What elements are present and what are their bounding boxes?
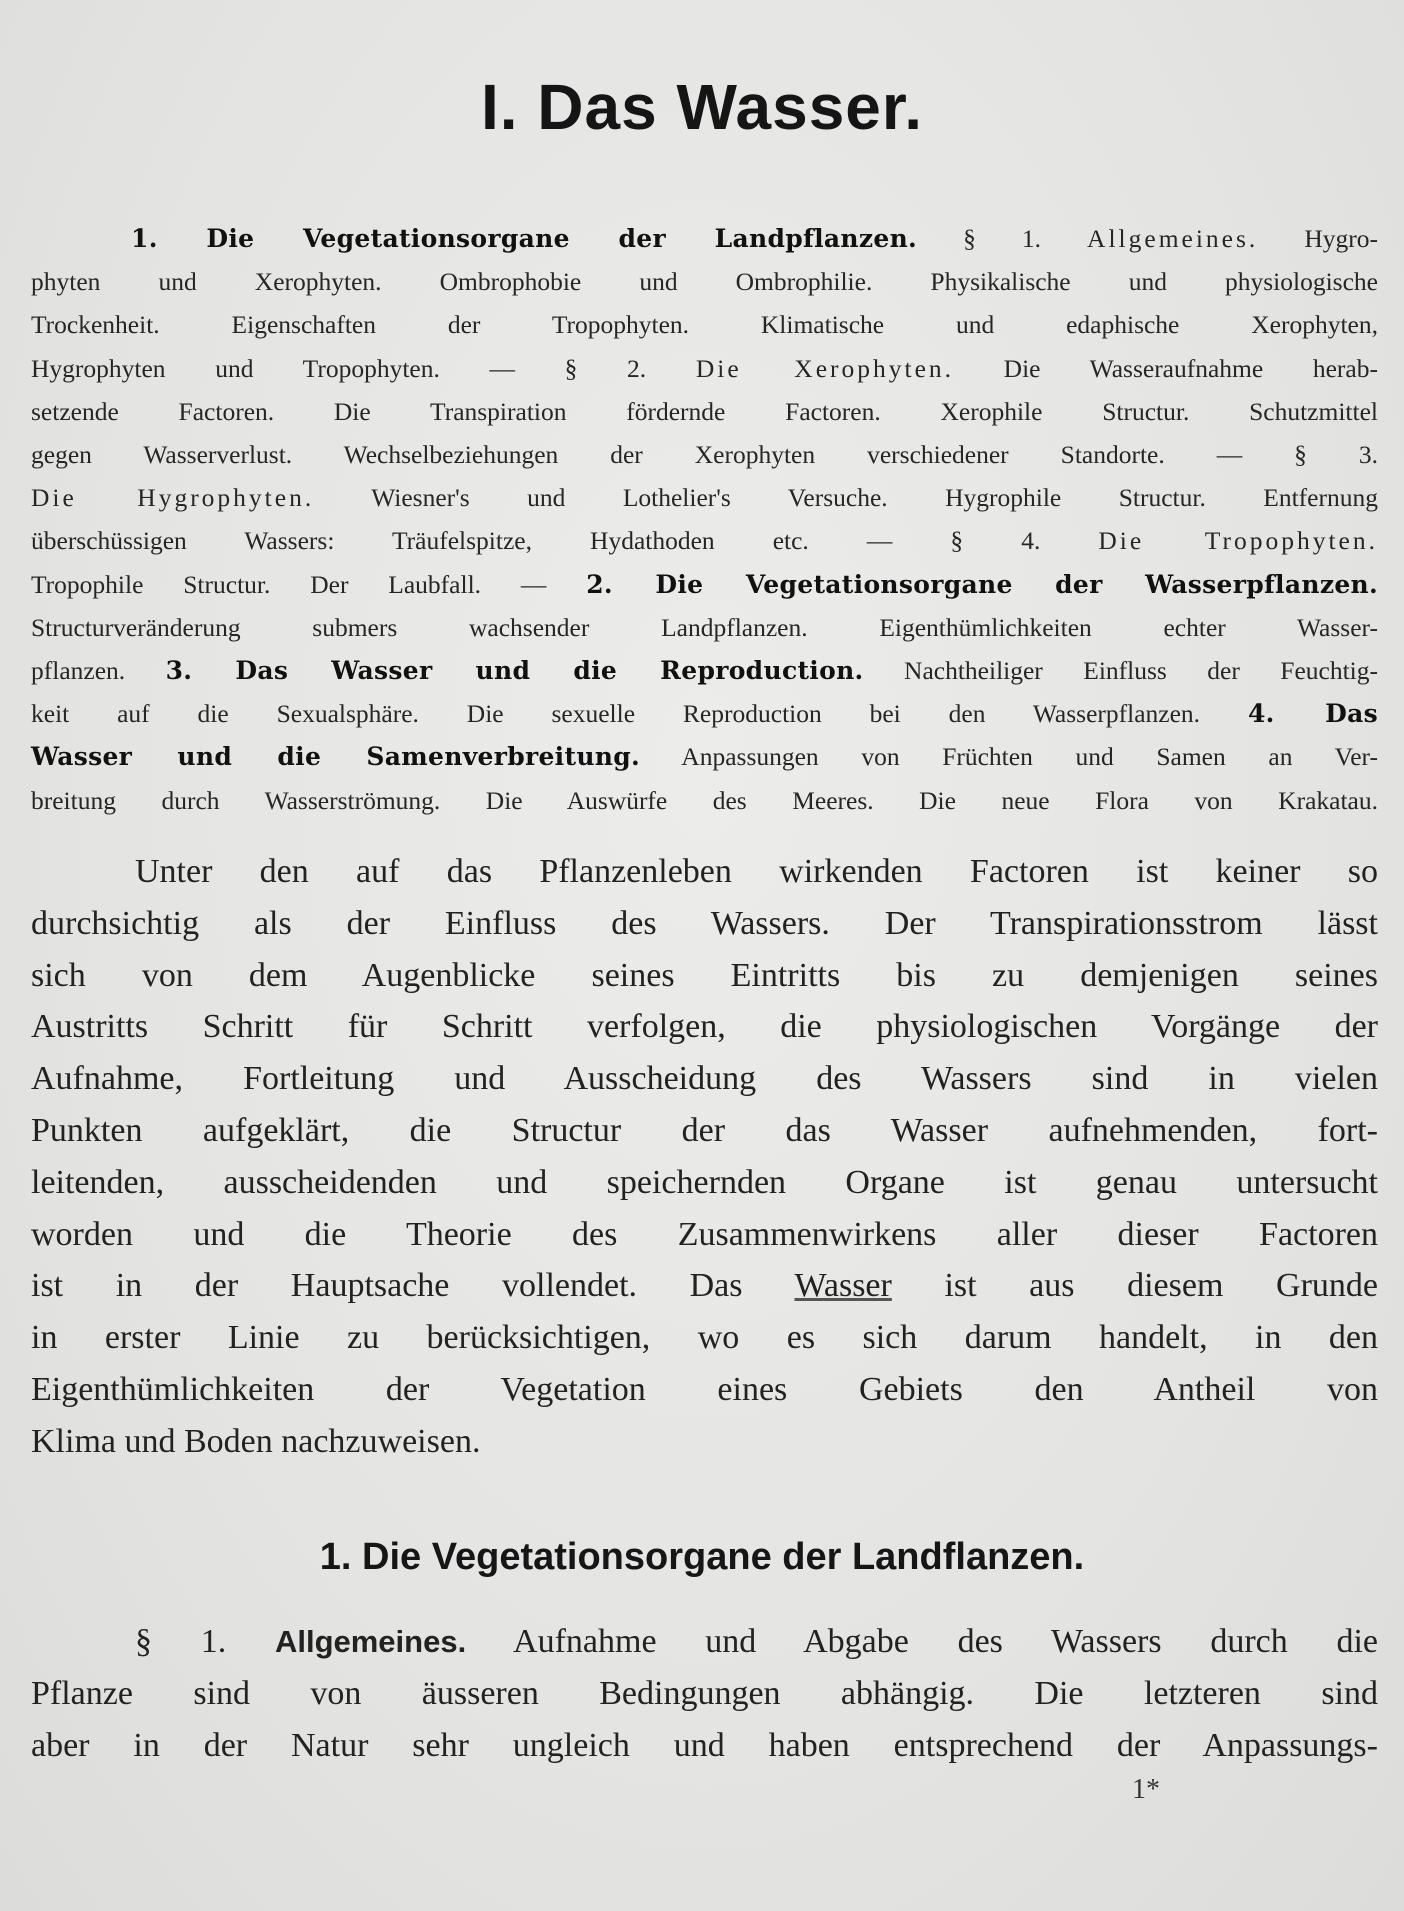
- summary-line: Structurveränderung submers wachsender Landpflanzen. Eigenthümlichkeiten echter Wasser-: [31, 612, 1378, 642]
- summary-line: gegen Wasserverlust. Wechselbeziehungen der Xerophyten verschiedener Standorte. — § 3.: [31, 440, 1378, 470]
- chapter-title: I. Das Wasser.: [480, 71, 924, 143]
- section-heading: 1. Die Vegetationsorgane der Landflanzen.: [319, 1536, 1085, 1578]
- body-line: Aufnahme, Fortleitung und Ausscheidung des Wassers sind in vielen: [31, 1060, 1378, 1098]
- summary-line: überschüssigen Wassers: Träufelspitze, Hydathoden etc. — § 4. Die Tropophyten.: [31, 526, 1378, 556]
- section-paragraph: [31, 1616, 1378, 1772]
- body-line: durchsichtig als der Einfluss des Wassers. Der Transpirationsstrom lässt: [31, 904, 1378, 942]
- body-line: Eigenthümlichkeiten der Vegetation eines Gebiets den Antheil von: [31, 1370, 1378, 1408]
- subsection-title: Allgemeines.: [274, 1624, 467, 1659]
- body-line: sich von dem Augenblicke seines Eintritts bis zu demjenigen seines: [31, 956, 1378, 994]
- body-line: aber in der Natur sehr ungleich und haben entsprechend der Anpassungs-: [31, 1727, 1378, 1764]
- body-line: ist in der Hauptsache vollendet. Das Wasser ist aus diesem Grunde: [31, 1267, 1378, 1305]
- underlined-word: Wasser: [794, 1267, 892, 1305]
- summary-line: Trockenheit. Eigenschaften der Tropophyten. Klimatische und edaphische Xerophyten,: [31, 310, 1378, 340]
- summary-line: setzende Factoren. Die Transpiration fördernde Factoren. Xerophile Structur. Schutzmittel: [31, 396, 1378, 426]
- summary-line: Die Hygrophyten. Wiesner's und Lothelier's Versuche. Hygrophile Structur. Entfernung: [31, 483, 1378, 513]
- body-line: Punkten aufgeklärt, die Structur der das Wasser aufnehmenden, fort-: [31, 1111, 1378, 1149]
- summary-line: keit auf die Sexualsphäre. Die sexuelle Reproduction bei den Wasserpflanzen. 4. Das: [31, 699, 1378, 729]
- chapter-summary: [31, 217, 1378, 822]
- body-line: § 1. Allgemeines. Aufnahme und Abgabe des Wassers durch die: [135, 1623, 1378, 1660]
- summary-heading-2: 2. Die Vegetationsorgane der Wasserpflanzen.: [586, 569, 1378, 599]
- summary-heading-4a: 4. Das: [1247, 699, 1378, 729]
- summary-line: phyten und Xerophyten. Ombrophobie und Ombrophilie. Physikalische und physiologische: [31, 267, 1378, 297]
- summary-line: breitung durch Wasserströmung. Die Auswürfe des Meeres. Die neue Flora von Krakatau.: [31, 785, 1378, 815]
- summary-line: 1. Die Vegetationsorgane der Landpflanzen. § 1. Allgemeines. Hygro-: [131, 224, 1378, 253]
- summary-heading-4b: Wasser und die Samenverbreitung.: [31, 742, 641, 772]
- summary-heading-1: 1. Die Vegetationsorgane der Landpflanzen.: [131, 224, 918, 253]
- signature-mark: 1*: [1132, 1774, 1160, 1805]
- body-line: leitenden, ausscheidenden und speichernden Organe ist genau untersucht: [31, 1163, 1378, 1201]
- intro-paragraph: [31, 846, 1378, 1468]
- body-line: in erster Linie zu berücksichtigen, wo es sich darum handelt, in den: [31, 1319, 1378, 1357]
- body-line: Klima und Boden nachzuweisen.: [31, 1422, 481, 1460]
- summary-line: pflanzen. 3. Das Wasser und die Reproduction. Nachtheiliger Einfluss der Feuchtig-: [31, 656, 1379, 686]
- body-line: Unter den auf das Pflanzenleben wirkenden Factoren ist keiner so: [135, 853, 1378, 890]
- summary-line: Wasser und die Samenverbreitung. Anpassungen von Früchten und Samen an Ver-: [31, 742, 1378, 772]
- summary-line: Hygrophyten und Tropophyten. — § 2. Die Xerophyten. Die Wasseraufnahme herab-: [31, 353, 1378, 383]
- summary-heading-3: 3. Das Wasser und die Reproduction.: [165, 656, 864, 686]
- body-line: worden und die Theorie des Zusammenwirkens aller dieser Factoren: [31, 1215, 1378, 1253]
- summary-line: Tropophile Structur. Der Laubfall. — 2. Die Vegetationsorgane der Wasserpflanzen.: [31, 569, 1378, 599]
- body-line: Austritts Schritt für Schritt verfolgen, die physiologischen Vorgänge der: [31, 1008, 1378, 1046]
- body-line: Pflanze sind von äusseren Bedingungen abhängig. Die letzteren sind: [31, 1675, 1378, 1712]
